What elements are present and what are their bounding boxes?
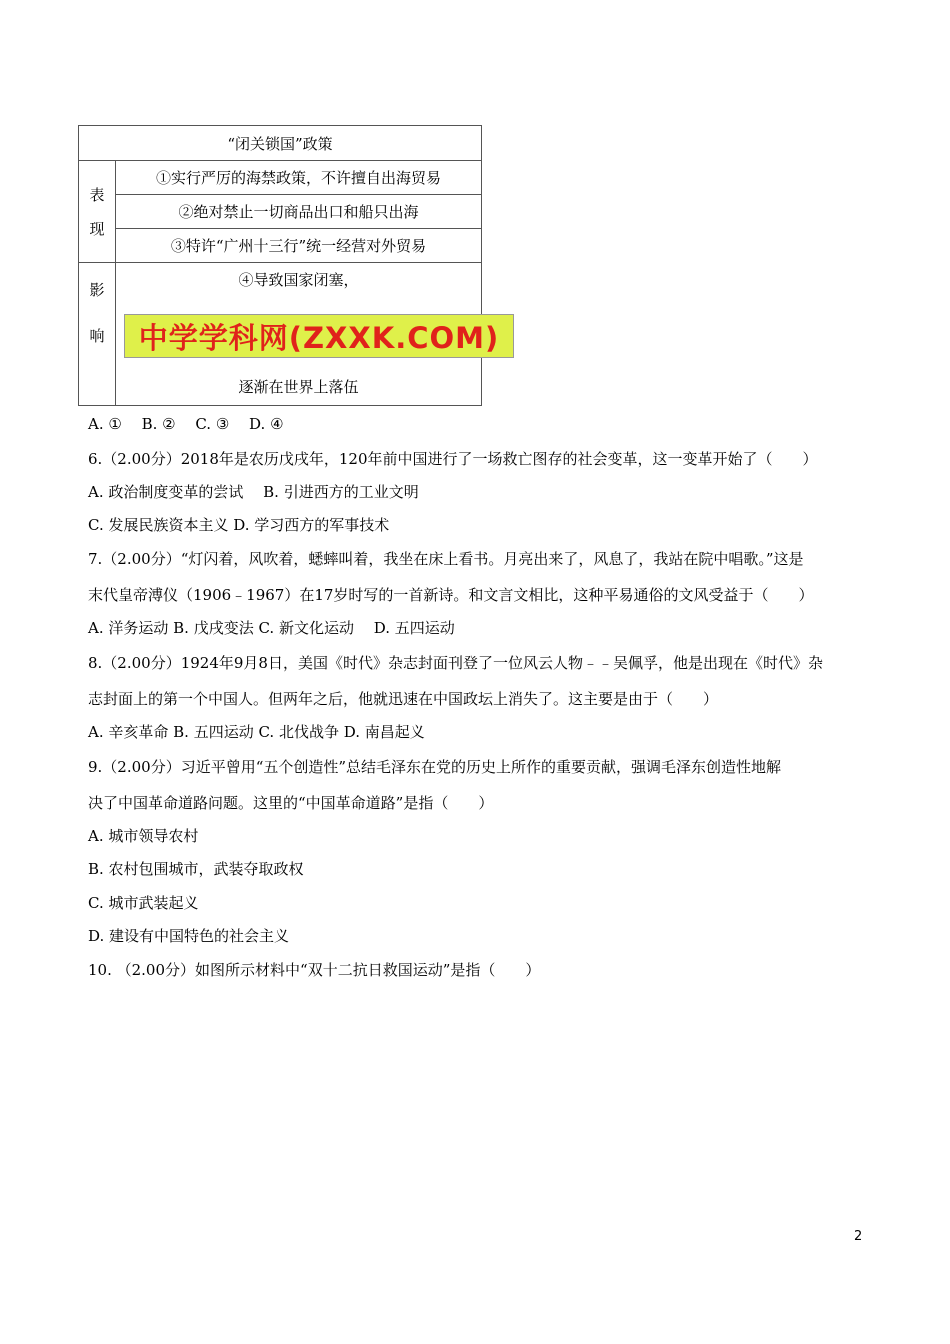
q8-stem-line2: 志封面上的第一个中国人。但两年之后，他就迅速在中国政坛上消失了。这主要是由于（ ） — [88, 690, 719, 708]
q6-options-cd: C. 发展民族资本主义 D. 学习西方的军事技术 — [88, 516, 390, 534]
q9-option-b: B. 农村包围城市，武装夺取政权 — [88, 860, 304, 878]
zxxk-watermark-logo: 中学学科网(ZXXK.COM) — [124, 314, 514, 358]
q9-option-d: D. 建设有中国特色的社会主义 — [88, 927, 290, 945]
label-impact: 影 响 — [79, 263, 116, 406]
q5-options: A. ① B. ② C. ③ D. ④ — [88, 415, 284, 433]
q6-stem: 6.（2.00分）2018年是农历戊戌年，120年前中国进行了一场救亡图存的社会变革，这一变革开始了（ ） — [88, 450, 818, 468]
impact-text-bottom: 逐渐在世界上落伍 — [238, 378, 359, 396]
label-manifestation: 表 现 — [79, 161, 116, 263]
table-row: ②绝对禁止一切商品出口和船只出海 — [116, 195, 482, 229]
q7-stem-line1: 7.（2.00分）“灯闪着，风吹着，蟋蟀叫着，我坐在床上看书。月亮出来了，风息了，我站在院中唱歌。”这是 — [88, 550, 804, 568]
q9-option-a: A. 城市领导农村 — [88, 827, 199, 845]
q8-stem-line1: 8.（2.00分）1924年9月8日，美国《时代》杂志封面刊登了一位风云人物﹣﹣吴佩孚，他是出现在《时代》杂 — [88, 654, 823, 672]
impact-text-top: ④导致国家闭塞， — [238, 271, 359, 289]
q6-options-ab: A. 政治制度变革的尝试 B. 引进西方的工业文明 — [88, 483, 419, 501]
q8-options: A. 辛亥革命 B. 五四运动 C. 北伐战争 D. 南昌起义 — [88, 723, 425, 741]
q7-options: A. 洋务运动 B. 戊戌变法 C. 新文化运动 D. 五四运动 — [88, 619, 455, 637]
q7-stem-line2: 末代皇帝溥仪（1906﹣1967）在17岁时写的一首新诗。和文言文相比，这种平易通俗的文风受益于（ ） — [88, 586, 814, 604]
table-row: ①实行严厉的海禁政策，不许擅自出海贸易 — [116, 161, 482, 195]
q9-option-c: C. 城市武装起义 — [88, 894, 199, 912]
q9-stem-line1: 9.（2.00分）习近平曾用“五个创造性”总结毛泽东在党的历史上所作的重要贡献，强调毛泽东创造性地解 — [88, 758, 782, 776]
page-number: 2 — [854, 1229, 863, 1244]
closed-door-policy-table — [78, 125, 482, 406]
table-row: ③特许“广州十三行”统一经营对外贸易 — [116, 229, 482, 263]
q10-stem: 10. （2.00分）如图所示材料中“双十二抗日救国运动”是指（ ） — [88, 961, 541, 979]
table-title: “闭关锁国”政策 — [79, 126, 482, 161]
q9-stem-line2: 决了中国革命道路问题。这里的“中国革命道路”是指（ ） — [88, 794, 494, 812]
